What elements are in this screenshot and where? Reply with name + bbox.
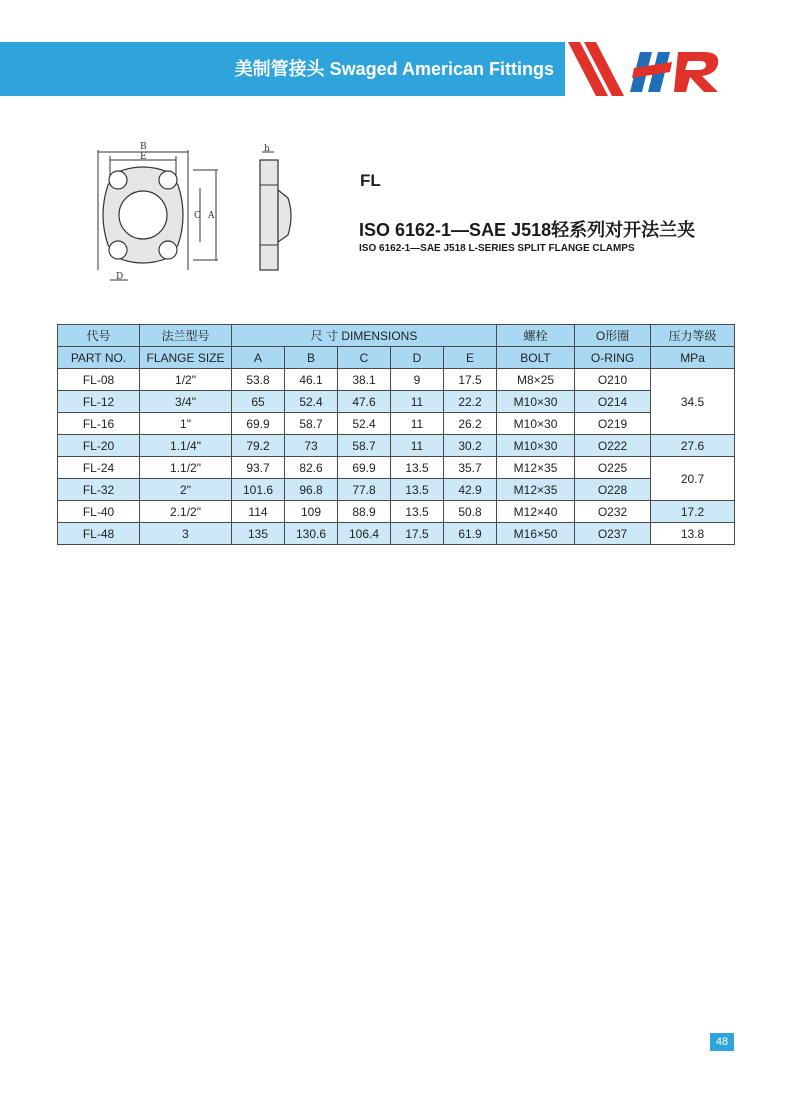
table-row [58, 391, 735, 413]
cell-a: 135 [232, 523, 285, 545]
table-row [58, 523, 735, 545]
header-dim-d: D [391, 347, 444, 369]
cell-flange: 1/2" [140, 369, 232, 391]
cell-e: 17.5 [444, 369, 497, 391]
cell-part: FL-24 [58, 457, 140, 479]
header-flange-cn: 法兰型号 [140, 325, 232, 347]
table-row [58, 413, 735, 435]
cell-e: 42.9 [444, 479, 497, 501]
spec-table [57, 324, 735, 545]
product-code: FL [360, 171, 381, 190]
header-bolt-cn: 螺栓 [497, 325, 575, 347]
cell-d: 11 [391, 391, 444, 413]
header-title: 美制管接头 Swaged American Fittings [234, 59, 554, 79]
cell-pressure: 20.7 [651, 457, 735, 501]
cell-part: FL-48 [58, 523, 140, 545]
cell-e: 50.8 [444, 501, 497, 523]
cell-b: 96.8 [285, 479, 338, 501]
cell-e: 61.9 [444, 523, 497, 545]
cell-flange: 1.1/2" [140, 457, 232, 479]
label-c: C [194, 211, 201, 221]
header-flange-en: FLANGE SIZE [140, 347, 232, 369]
header-dim-e: E [444, 347, 497, 369]
cell-e: 35.7 [444, 457, 497, 479]
cell-a: 114 [232, 501, 285, 523]
cell-c: 69.9 [338, 457, 391, 479]
cell-flange: 2" [140, 479, 232, 501]
cell-oring: O237 [575, 523, 651, 545]
cell-part: FL-40 [58, 501, 140, 523]
cell-part: FL-16 [58, 413, 140, 435]
table-row [58, 369, 735, 391]
hr-logo [628, 50, 724, 94]
header-pressure-cn: 压力等级 [651, 325, 735, 347]
cell-bolt: M10×30 [497, 435, 575, 457]
cell-part: FL-32 [58, 479, 140, 501]
label-b: B [140, 142, 147, 152]
header-oring-cn: O形圈 [575, 325, 651, 347]
cell-bolt: M12×40 [497, 501, 575, 523]
header-part-en: PART NO. [58, 347, 140, 369]
cell-oring: O232 [575, 501, 651, 523]
product-title-cn: ISO 6162-1—SAE J518轻系列对开法兰夹 [359, 220, 696, 240]
header-dim-a: A [232, 347, 285, 369]
header-row-1 [58, 325, 735, 347]
cell-b: 58.7 [285, 413, 338, 435]
cell-b: 109 [285, 501, 338, 523]
cell-flange: 2.1/2" [140, 501, 232, 523]
cell-a: 65 [232, 391, 285, 413]
cell-part: FL-08 [58, 369, 140, 391]
cell-c: 88.9 [338, 501, 391, 523]
cell-oring: O214 [575, 391, 651, 413]
label-e: E [140, 152, 147, 162]
cell-c: 52.4 [338, 413, 391, 435]
cell-c: 58.7 [338, 435, 391, 457]
cell-bolt: M10×30 [497, 391, 575, 413]
label-a: A [208, 211, 215, 221]
header-banner [0, 42, 800, 96]
header-dim-c: C [338, 347, 391, 369]
cell-a: 69.9 [232, 413, 285, 435]
header-pressure-en: MPa [651, 347, 735, 369]
cell-a: 53.8 [232, 369, 285, 391]
cell-b: 52.4 [285, 391, 338, 413]
cell-part: FL-20 [58, 435, 140, 457]
cell-b: 82.6 [285, 457, 338, 479]
cell-c: 77.8 [338, 479, 391, 501]
cell-d: 11 [391, 435, 444, 457]
cell-a: 93.7 [232, 457, 285, 479]
label-d: D [116, 272, 124, 282]
cell-d: 11 [391, 413, 444, 435]
table-row [58, 435, 735, 457]
cell-d: 13.5 [391, 501, 444, 523]
cell-d: 13.5 [391, 457, 444, 479]
page-number: 48 [710, 1033, 734, 1051]
cell-c: 38.1 [338, 369, 391, 391]
cell-part: FL-12 [58, 391, 140, 413]
cell-d: 13.5 [391, 479, 444, 501]
cell-oring: O210 [575, 369, 651, 391]
cell-b: 130.6 [285, 523, 338, 545]
cell-bolt: M12×35 [497, 457, 575, 479]
cell-flange: 1" [140, 413, 232, 435]
cell-pressure: 17.2 [651, 501, 735, 523]
cell-e: 30.2 [444, 435, 497, 457]
cell-b: 73 [285, 435, 338, 457]
cell-oring: O222 [575, 435, 651, 457]
flange-front-view-drawing [88, 140, 218, 290]
cell-pressure: 27.6 [651, 435, 735, 457]
cell-d: 17.5 [391, 523, 444, 545]
header-row-2 [58, 347, 735, 369]
header-bolt-en: BOLT [497, 347, 575, 369]
cell-d: 9 [391, 369, 444, 391]
cell-flange: 3 [140, 523, 232, 545]
cell-e: 26.2 [444, 413, 497, 435]
header-oring-en: O-RING [575, 347, 651, 369]
cell-oring: O228 [575, 479, 651, 501]
table-row [58, 501, 735, 523]
header-part-cn: 代号 [58, 325, 140, 347]
cell-pressure: 13.8 [651, 523, 735, 545]
header-dimensions: 尺 寸 DIMENSIONS [232, 325, 497, 347]
product-title-en: ISO 6162-1—SAE J518 L-SERIES SPLIT FLANGE CLAMPS [359, 243, 635, 254]
cell-a: 79.2 [232, 435, 285, 457]
label-h: h [264, 144, 270, 154]
flange-side-view-drawing [248, 140, 308, 280]
cell-c: 106.4 [338, 523, 391, 545]
cell-flange: 3/4" [140, 391, 232, 413]
cell-bolt: M16×50 [497, 523, 575, 545]
cell-a: 101.6 [232, 479, 285, 501]
cell-pressure: 34.5 [651, 369, 735, 435]
header-dim-b: B [285, 347, 338, 369]
cell-e: 22.2 [444, 391, 497, 413]
cell-c: 47.6 [338, 391, 391, 413]
red-stripes-decoration [560, 42, 630, 96]
cell-flange: 1.1/4" [140, 435, 232, 457]
cell-b: 46.1 [285, 369, 338, 391]
table-row [58, 457, 735, 479]
table-row [58, 479, 735, 501]
cell-bolt: M8×25 [497, 369, 575, 391]
cell-oring: O225 [575, 457, 651, 479]
cell-bolt: M12×35 [497, 479, 575, 501]
cell-oring: O219 [575, 413, 651, 435]
cell-bolt: M10×30 [497, 413, 575, 435]
